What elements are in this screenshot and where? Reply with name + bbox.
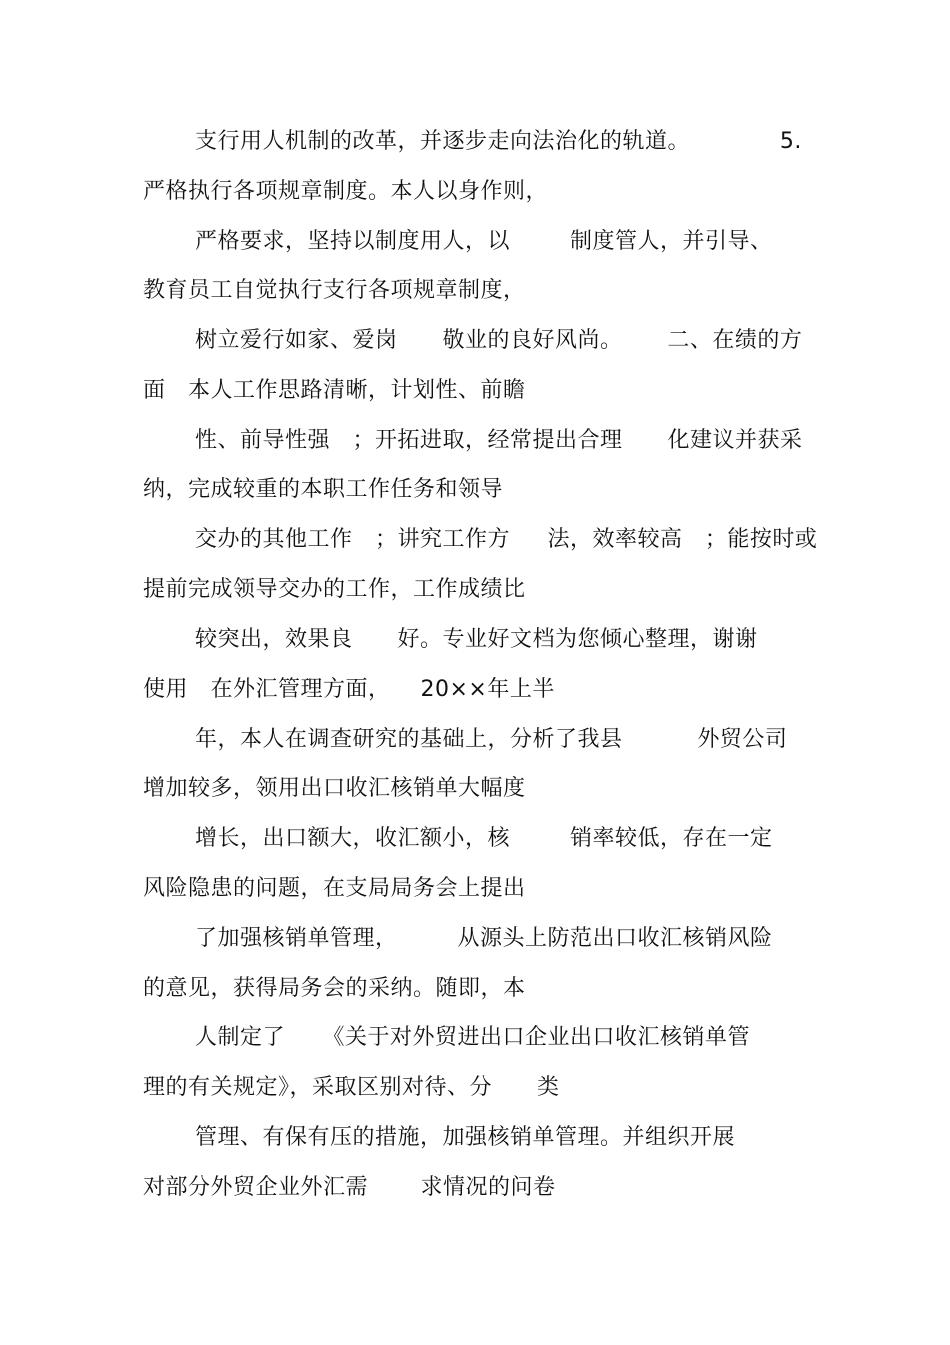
text-line-16: 风险隐患的问题，在支局局务会上提出 — [143, 876, 526, 901]
text-line-9: 交办的其他工作 ；讲究工作方 法，效率较高 ；能按时或 — [195, 527, 818, 552]
text-line-12: 使用 在外汇管理方面， 20××年上半 — [143, 677, 555, 702]
text-line-8: 纳，完成较重的本职工作任务和领导 — [143, 477, 504, 502]
text-line-21: 管理、有保有压的措施，加强核销单管理。并组织开展 — [195, 1125, 736, 1150]
text-line-4: 教育员工自觉执行支行各项规章制度， — [143, 278, 526, 303]
text-line-5: 树立爱行如家、爱岗 敬业的良好风尚。 二、在绩的方 — [195, 328, 803, 353]
text-line-20: 理的有关规定》，采取区别对待、分 类 — [143, 1075, 560, 1100]
text-line-3: 严格要求，坚持以制度用人，以 制度管人，并引导、 — [195, 229, 773, 254]
text-line-14: 增加较多，领用出口收汇核销单大幅度 — [143, 776, 526, 801]
text-line-13: 年，本人在调查研究的基础上，分析了我县 外贸公司 — [195, 727, 788, 752]
text-line-1: 支行用人机制的改革，并逐步走向法治化的轨道。 5. — [195, 129, 802, 154]
text-line-10: 提前完成领导交办的工作，工作成绩比 — [143, 577, 526, 602]
text-line-2: 严格执行各项规章制度。本人以身作则， — [143, 179, 549, 204]
text-line-11: 较突出，效果良 好。专业好文档为您倾心整理，谢谢 — [195, 627, 758, 652]
text-line-22: 对部分外贸企业外汇需 求情况的问卷 — [143, 1175, 556, 1200]
text-line-17: 了加强核销单管理， 从源头上防范出口收汇核销风险 — [195, 926, 773, 951]
text-line-6: 面 本人工作思路清晰，计划性、前瞻 — [143, 378, 526, 403]
text-line-19: 人制定了 《关于对外贸进出口企业出口收汇核销单管 — [195, 1025, 750, 1050]
text-line-18: 的意见，获得局务会的采纳。随即，本 — [143, 976, 526, 1001]
text-line-15: 增长，出口额大，收汇额小，核 销率较低，存在一定 — [195, 826, 773, 851]
text-line-7: 性、前导性强 ；开拓进取，经常提出合理 化建议并获采 — [195, 428, 803, 453]
